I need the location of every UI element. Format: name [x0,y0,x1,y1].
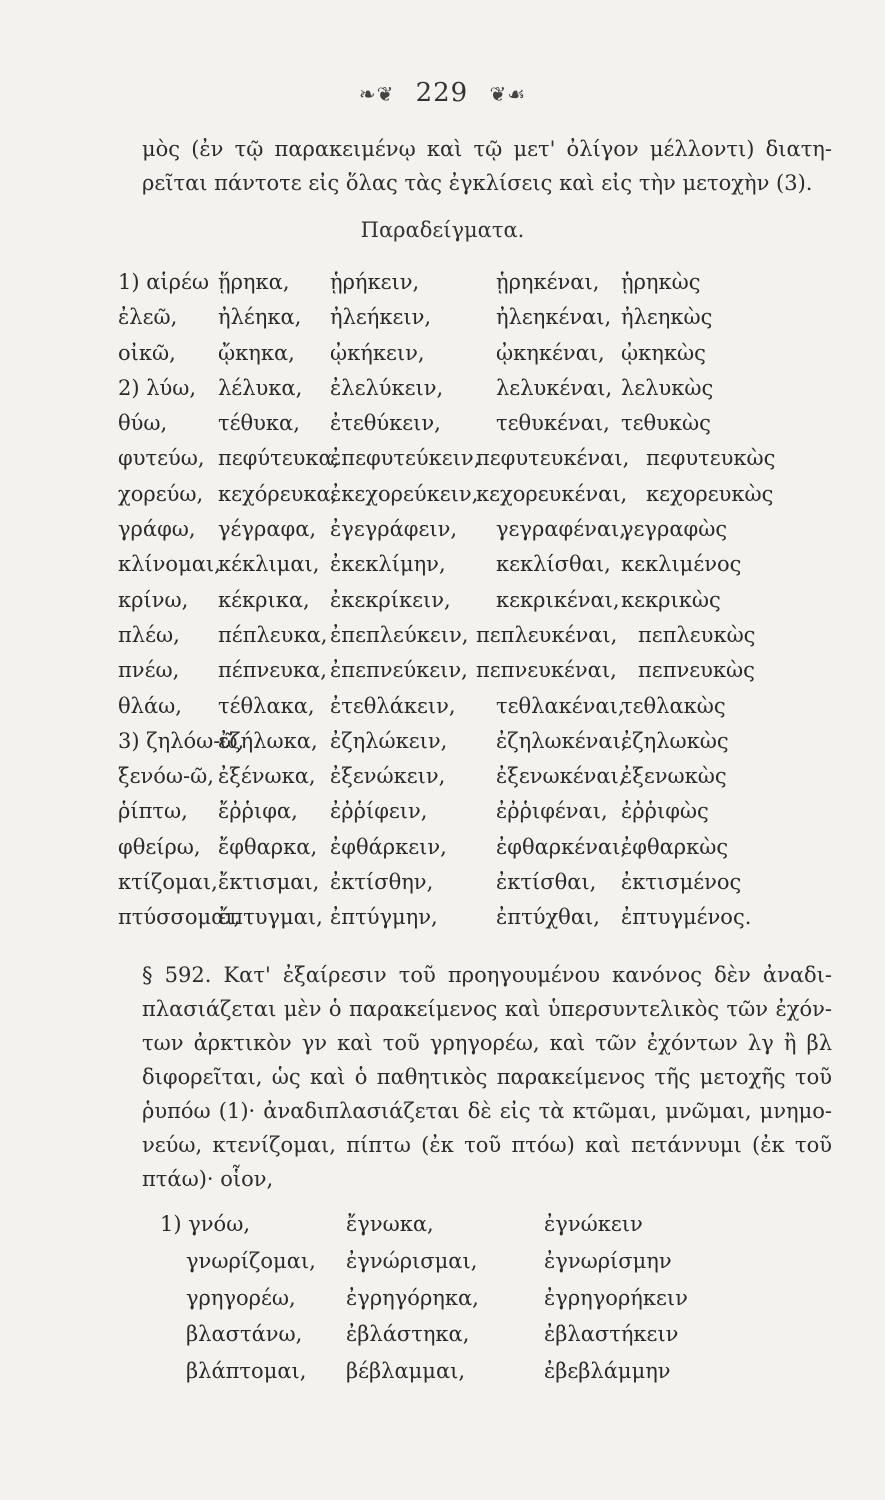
cell: ἐγνώκειν [544,1212,643,1236]
cell: πεφύτευκα, [218,446,340,471]
cell: τέθλακα, [218,693,315,718]
cell: ἠλεηκὼς [621,305,713,330]
cell: πεπλευκέναι, [476,622,618,647]
table-row [118,623,838,658]
cell: ἐκτίσθαι, [496,870,597,895]
cell: ἐγρηγορήκειν [544,1285,688,1310]
cell: ἐγνωρίσμην [544,1248,672,1273]
table-row [118,552,838,587]
paradigm-table [118,270,838,941]
cell: κεκλιμένος [621,552,742,577]
table-row [118,799,838,834]
table-row [118,270,838,305]
cell: κέκρικα, [218,587,310,612]
cell: κεκλίσθαι, [496,552,611,577]
cell: ἐπεπνεύκειν, [330,658,468,683]
cell: ἐκτισμένος [621,870,742,895]
cell: ἐτεθλάκειν, [330,693,456,718]
cell: ἐγρηγόρηκα, [346,1285,479,1310]
cell: ἐκτίσθην, [330,870,434,895]
cell: βλαστάνω, [186,1322,303,1347]
table-row [118,588,838,623]
cell: 3) ζηλόω-ῶ, [118,728,245,753]
cell: ἐφθαρκέναι, [496,834,628,859]
cell: κεχορευκὼς [646,481,774,506]
cell: γεγραφὼς [621,517,728,542]
cell: ἐκεκρίκειν, [330,587,451,612]
cell: χορεύω, [118,481,204,506]
text-line: πτάω)· οἷον, [142,1167,274,1191]
cell: γνωρίζομαι, [186,1248,316,1273]
cell: ἐζηλώκειν, [330,728,448,753]
examples-heading: Παραδείγματα. [360,218,525,242]
cell: θλάω, [118,693,182,718]
cell: ἠλεήκειν, [330,305,432,330]
cell: ἐβλαστήκειν [544,1322,679,1347]
text-line: ρεῖται πάντοτε εἰς ὅλας τὰς ἐγκλίσεις καὶ εἰς τὴν μετοχὴν (3). [142,171,813,195]
cell: ᾕρηκα, [218,270,290,294]
cell: πεπλευκὼς [638,622,756,647]
cell: ἐῤῥίφειν, [330,799,428,824]
cell: ἐζηλωκὼς [621,728,729,753]
cell: ἐκεχορεύκειν, [330,481,479,506]
cell: ἐπτύχθαι, [496,905,600,930]
text-line: των ἀρκτικὸν γν καὶ τοῦ γρηγορέω, καὶ τῶν ἐχόντων λγ ἢ βλ [142,1031,832,1055]
cell: γέγραφα, [218,517,317,542]
text-line: διφορεῖται, ὡς καὶ ὁ παθητικὸς παρακείμενος τῆς μετοχῆς τοῦ [142,1065,832,1089]
table-row [118,341,838,376]
cell: ῥίπτω, [118,799,188,824]
cell: ἐβλάστηκα, [346,1322,470,1347]
cell: πέπνευκα, [218,658,327,683]
cell: ἐξενωκὼς [621,764,727,789]
cell: κεκρικὼς [621,587,721,612]
cell: πέπλευκα, [218,622,328,647]
cell: πεφυτευκέναι, [476,446,630,471]
cell: 1) αἱρέω [118,270,209,294]
cell: ἐπεπλεύκειν, [330,622,469,647]
table-row [160,1359,720,1396]
cell: τέθυκα, [218,411,300,436]
table-row [118,658,838,693]
cell: ἠλεηκέναι, [496,305,612,330]
cell: γράφω, [118,517,196,542]
table-row [118,694,838,729]
cell: τεθυκὼς [621,411,711,436]
table-row [118,376,838,411]
table-row [160,1322,720,1359]
table-row [118,517,838,552]
cell: ἐπτύγμην, [330,905,438,930]
cell: κεχόρευκα, [218,481,338,506]
table-row [118,870,838,905]
text-line: ῥυπόω (1)· ἀναδιπλασιάζεται δὲ εἰς τὰ κτῶμαι, μνῶμαι, μνημο- [142,1099,832,1123]
cell: ᾠκηκὼς [621,340,706,365]
cell: ἐτεθύκειν, [330,411,441,436]
cell: ἐλελύκειν, [330,375,444,400]
table-row [118,446,838,481]
cell: ἔκτισμαι, [218,870,320,895]
cell: ἐπεφυτεύκειν, [330,446,481,471]
cell: λελυκὼς [621,375,714,400]
text-line: πλασιάζεται μὲν ὁ παρακείμενος καὶ ὑπερσυντελικὸς τῶν ἐχόν- [142,997,832,1021]
table-row [160,1286,720,1323]
cell: ἐξενωκέναι, [496,764,626,789]
table-row [160,1212,720,1249]
cell: ᾑρηκὼς [621,270,701,294]
cell: πνέω, [118,658,180,683]
cell: ἐγνώρισμαι, [346,1248,478,1273]
table-row [118,835,838,870]
cell: ἐξένωκα, [218,764,316,789]
table-row [118,482,838,517]
cell: κλίνομαι, [118,552,221,577]
cell: ἐλεῶ, [118,305,178,330]
cell: ἔφθαρκα, [218,834,318,859]
cell: ἐφθάρκειν, [330,834,447,859]
cell: ἐπτυγμένος. [621,905,752,930]
cell: 2) λύω, [118,375,197,400]
cell: κεχορευκέναι, [476,481,628,506]
cell: ᾠκηκέναι, [496,340,605,365]
cell: κεκρικέναι, [496,587,620,612]
cell: οἰκῶ, [118,340,176,365]
cell: ἐῤῥιφέναι, [496,799,608,824]
page-number: 229 [415,78,469,108]
cell: τεθυκέναι, [496,411,610,436]
table-row [118,305,838,340]
cell: ἔῤῥιφα, [218,799,298,824]
table-row [118,764,838,799]
cell: ἐζήλωκα, [218,728,318,753]
cell: κέκλιμαι, [218,552,320,577]
cell: ἠλέηκα, [218,305,302,330]
cell: βέβλαμμαι, [346,1359,466,1384]
cell: 1) γνόω, [160,1212,250,1236]
cell: βλάπτομαι, [186,1359,307,1384]
section-592-paragraph [142,958,832,1196]
cell: φθείρω, [118,834,201,859]
text-line: νεύω, κτενίζομαι, πίπτω (ἐκ τοῦ πτόω) καὶ πετάννυμι (ἐκ τοῦ [142,1133,832,1157]
cell: γεγραφέναι, [496,517,626,542]
cell: θύω, [118,411,168,436]
cell: ξενόω-ῶ, [118,764,214,789]
cell: ἔγνωκα, [346,1212,434,1236]
table-row [118,729,838,764]
table-row [118,905,838,940]
cell: ἐβεβλάμμην [544,1359,671,1384]
cell: ἐγεγράφειν, [330,517,458,542]
cell: ᾤκηκα, [218,340,295,365]
intro-paragraph [142,132,832,200]
cell: πεπνευκὼς [638,658,755,683]
cell: ᾠκήκειν, [330,340,425,365]
cell: λελυκέναι, [496,375,613,400]
cell: πεπνευκέναι, [476,658,617,683]
cell: φυτεύω, [118,446,205,471]
cell: ἐξενώκειν, [330,764,446,789]
cell: πεφυτευκὼς [646,446,776,471]
cell: ᾑρηκέναι, [496,270,600,294]
text-line: § 592. Κατ' ἐξαίρεσιν τοῦ προηγουμένου κανόνος δὲν ἀναδι- [142,963,832,987]
cell: ἐφθαρκὼς [621,834,729,859]
cell: ἔπτυγμαι, [218,905,323,930]
cell: πτύσσομαι, [118,905,241,930]
cell: τεθλακέναι, [496,693,625,718]
cell: κτίζομαι, [118,870,218,895]
table-row [118,411,838,446]
text-line: μὸς (ἐν τῷ παρακειμένῳ καὶ τῷ μετ' ὀλίγον μέλλοντι) διατη- [142,137,832,161]
cell: ἐῤῥιφὼς [621,799,709,824]
cell: λέλυκα, [218,375,303,400]
cell: γρηγορέω, [186,1285,296,1310]
ornament-right-icon: ❦☙ [489,82,527,106]
exception-examples-table [160,1212,720,1396]
cell: ἐκεκλίμην, [330,552,446,577]
cell: πλέω, [118,622,180,647]
cell: τεθλακὼς [621,693,726,718]
table-row [160,1249,720,1286]
cell: ᾑρήκειν, [330,270,420,294]
cell: κρίνω, [118,587,189,612]
ornament-left-icon: ❧❦ [358,82,395,106]
page-header [0,78,885,108]
cell: ἐζηλωκέναι, [496,728,628,753]
